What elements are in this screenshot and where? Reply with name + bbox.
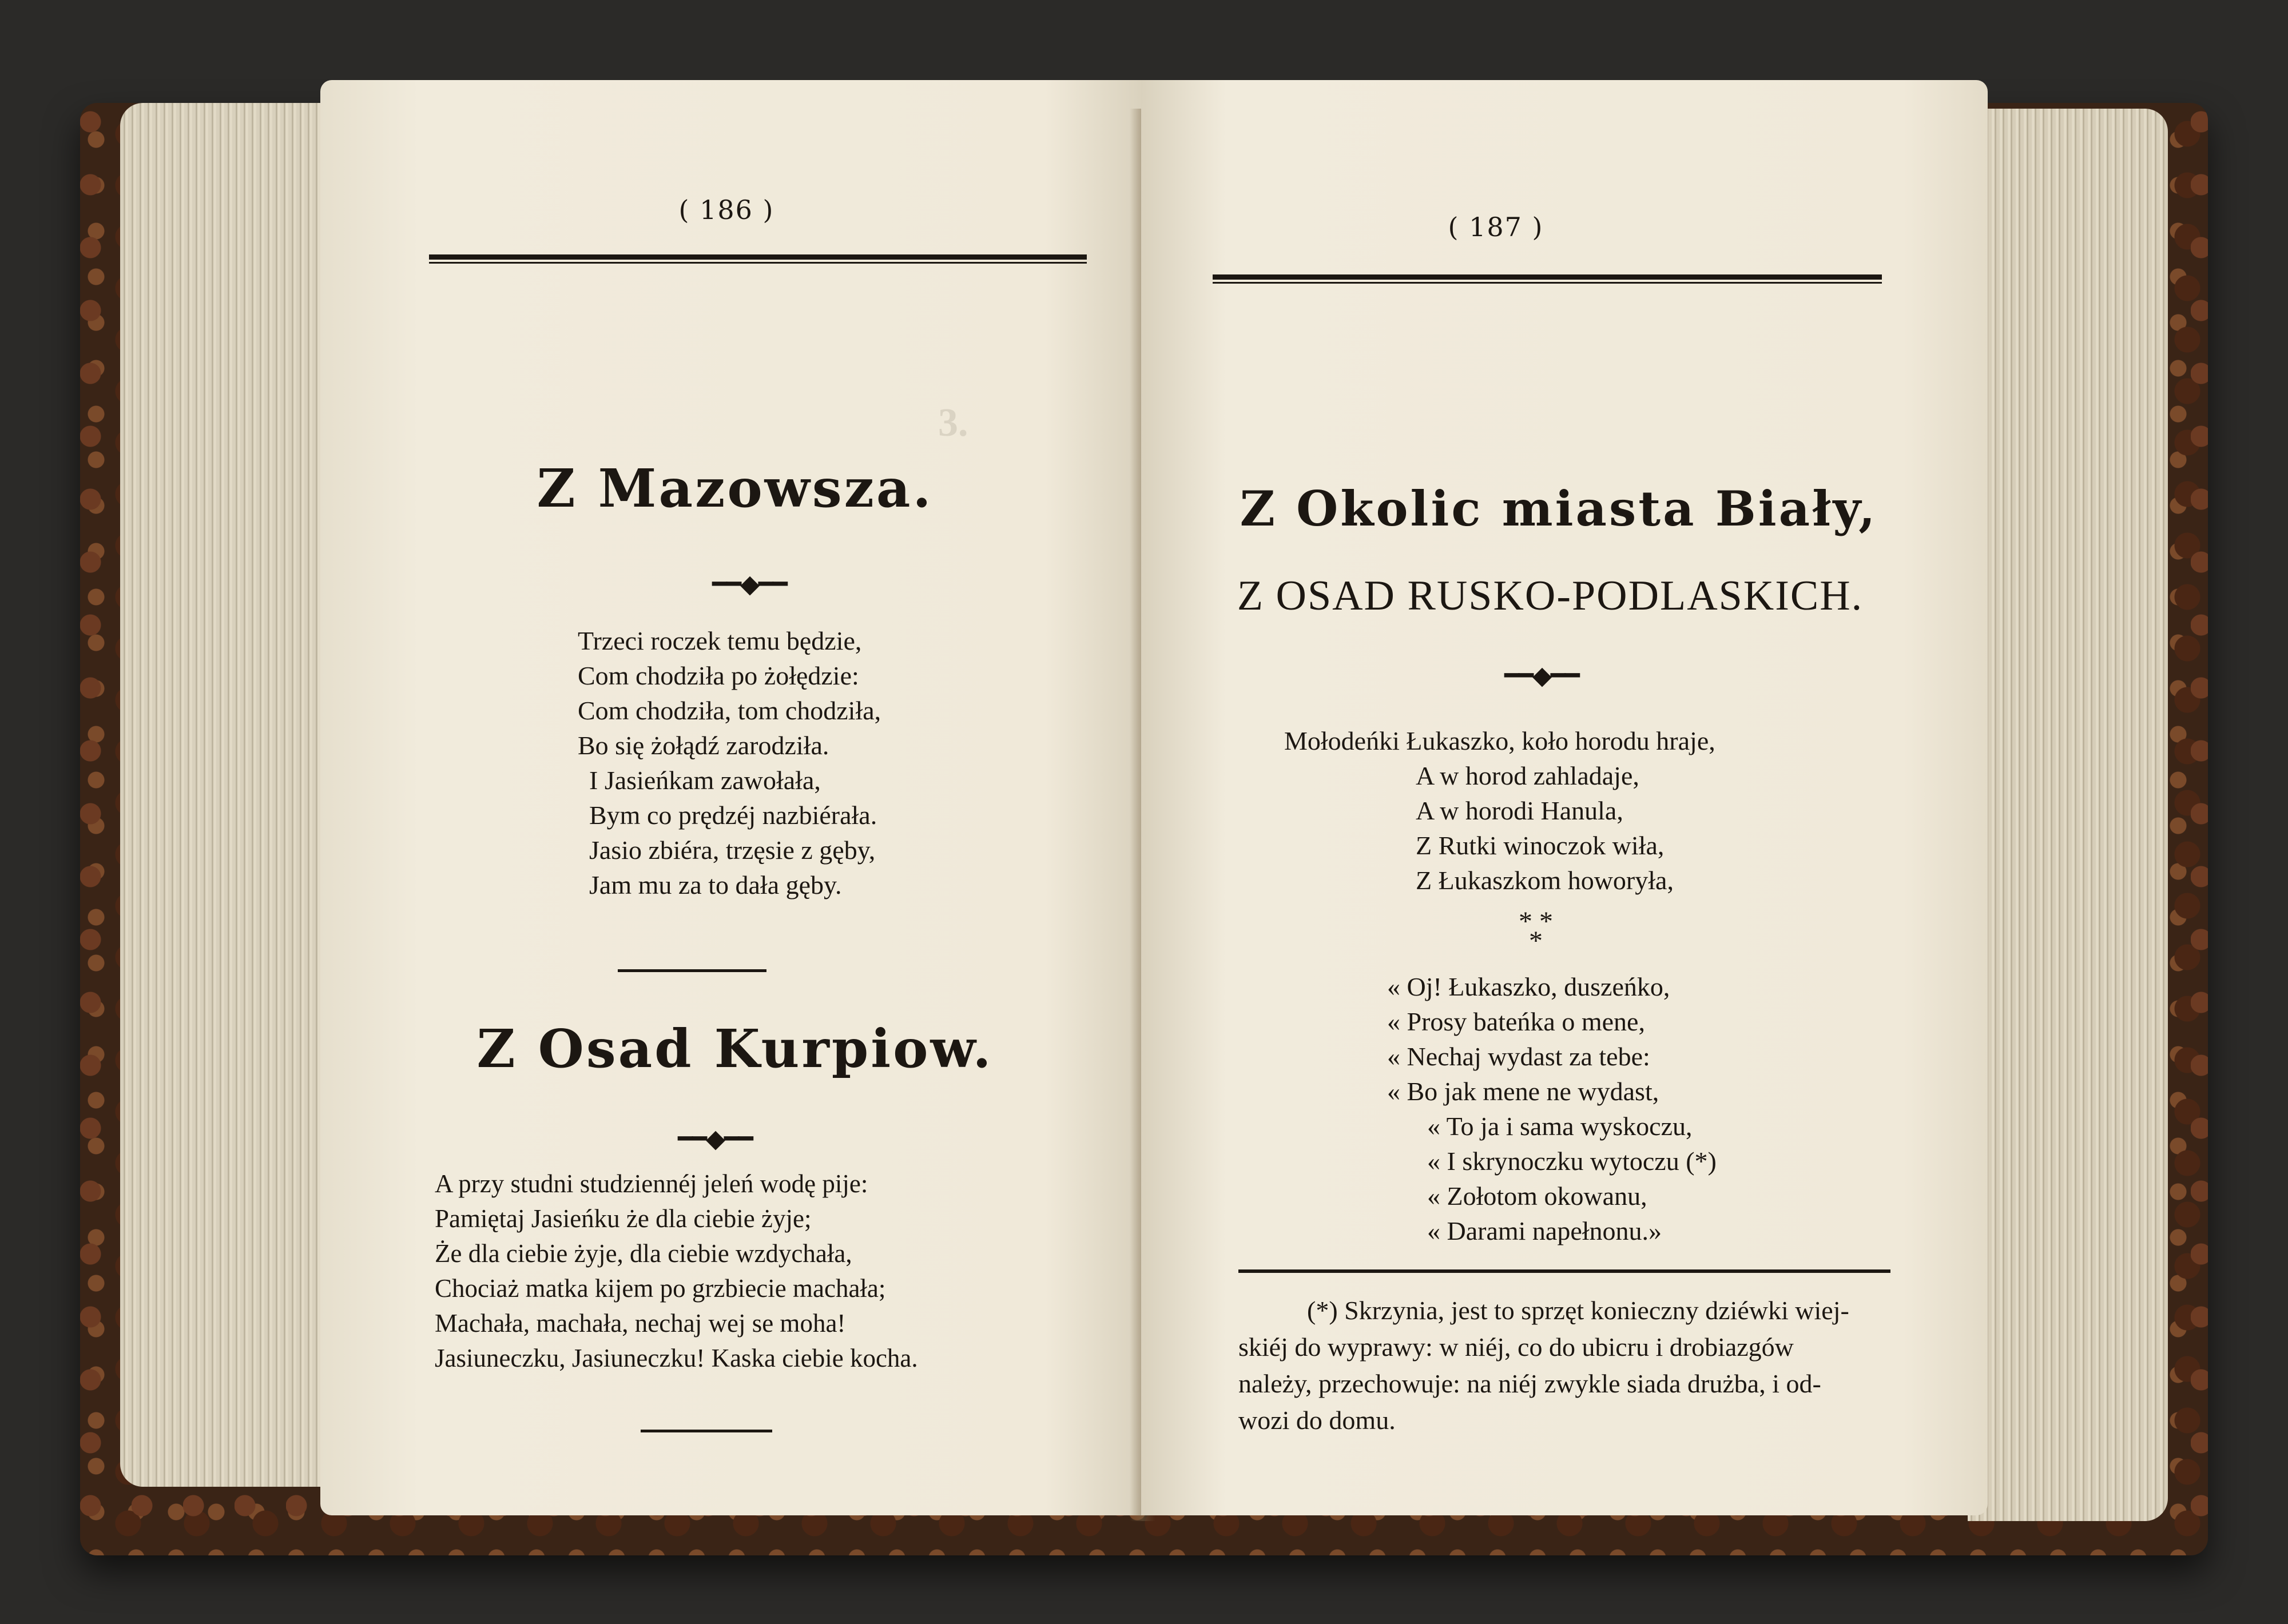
ornament-divider: ━━◆━━ [678, 1124, 752, 1153]
verse-line: I Jasieńkam zawołała, [589, 766, 821, 795]
verse-line: Bo się żołądź zarodziła. [578, 731, 829, 760]
footnote-line: (*) Skrzynia, jest to sprzęt konieczny dziéwki wiej- [1307, 1296, 1849, 1325]
verse-line: « Prosy bateńka o mene, [1387, 1007, 1645, 1036]
verse-line: « Oj! Łukaszko, duszeńko, [1387, 972, 1670, 1001]
verse-line: A przy studni studziennéj jeleń wodę pije: [435, 1169, 868, 1198]
verse-line: A w horod zahladaje, [1416, 761, 1639, 790]
footnote-rule [1238, 1269, 1890, 1273]
verse-line: « Bo jak mene ne wydast, [1387, 1077, 1659, 1106]
section-divider [618, 969, 766, 972]
right-page [1141, 80, 1988, 1515]
verse-rusko-1 [1284, 723, 1913, 898]
verse-line: « To ja i sama wyskoczu, [1427, 1112, 1693, 1141]
verse-line: Z Rutki winoczok wiła, [1416, 831, 1665, 860]
verse-line: Com chodziła, tom chodziła, [578, 696, 881, 725]
heading-z-osad-kurpiow: Z Osad Kurpiow. [476, 1018, 994, 1080]
header-rule [1213, 274, 1882, 284]
verse-line: « Zołotom okowanu, [1427, 1181, 1647, 1211]
verse-line: Trzeci roczek temu będzie, [578, 626, 862, 655]
verse-line: Bym co prędzéj nazbiérała. [589, 801, 877, 830]
ornament-divider: ━━◆━━ [712, 570, 786, 599]
page-number-186: ( 186 ) [678, 194, 774, 225]
verse-line: Pamiętaj Jasieńku że dla ciebie żyje; [435, 1204, 812, 1233]
verse-line: Com chodziła po żołędzie: [578, 661, 859, 690]
footnote-line: wozi do domu. [1238, 1406, 1396, 1435]
left-page-edges [120, 103, 343, 1487]
verse-line: Jam mu za to dała gęby. [589, 870, 842, 899]
heading-z-osad-rusko-podlaskich: Z OSAD RUSKO-PODLASKICH. [1237, 572, 1864, 619]
verse-line: Z Łukaszkom howoryła, [1416, 866, 1674, 895]
footnote-line: skiéj do wyprawy: w niéj, co do ubicru i drobiazgów [1238, 1332, 1794, 1362]
verse-line: Jasiuneczku, Jasiuneczku! Kaska ciebie kocha. [435, 1344, 918, 1372]
verse-line: Jasio zbiéra, trzęsie z gęby, [589, 835, 876, 865]
verse-line: Chociaż matka kijem po grzbiecie machała; [435, 1274, 886, 1303]
verse-line: « I skrynoczku wytoczu (*) [1427, 1147, 1717, 1176]
bleed-through-text: 3. [938, 401, 968, 445]
footnote [1238, 1292, 1959, 1439]
verse-line: « Nechaj wydast za tebe: [1387, 1042, 1650, 1071]
verse-line: Że dla ciebie żyje, dla ciebie wzdychała, [435, 1239, 852, 1268]
heading-z-okolic-miasta-bialy: Z Okolic miasta Biały, [1240, 480, 1878, 537]
verse-line: Machała, machała, nechaj wej se moha! [435, 1309, 846, 1338]
verse-line: Mołodeńki Łukaszko, koło horodu hraje, [1284, 726, 1715, 755]
page-number-187: ( 187 ) [1448, 212, 1544, 242]
end-divider [641, 1430, 772, 1432]
verse-line: « Darami napełnonu.» [1427, 1216, 1662, 1245]
verse-line: A w horodi Hanula, [1416, 796, 1623, 825]
verse-kurpie [435, 1167, 1121, 1376]
asterism: * * * [1519, 906, 1553, 956]
left-page [320, 80, 1144, 1515]
ornament-divider: ━━◆━━ [1504, 661, 1579, 690]
verse-mazowsze [578, 623, 978, 902]
footnote-line: należy, przechowuje: na niéj zwykle siada drużba, i od- [1238, 1369, 1821, 1398]
verse-rusko-2 [1387, 969, 1902, 1248]
heading-z-mazowsza: Z Mazowsza. [537, 457, 934, 519]
header-rule [429, 254, 1087, 264]
right-page-edges [1968, 109, 2168, 1521]
